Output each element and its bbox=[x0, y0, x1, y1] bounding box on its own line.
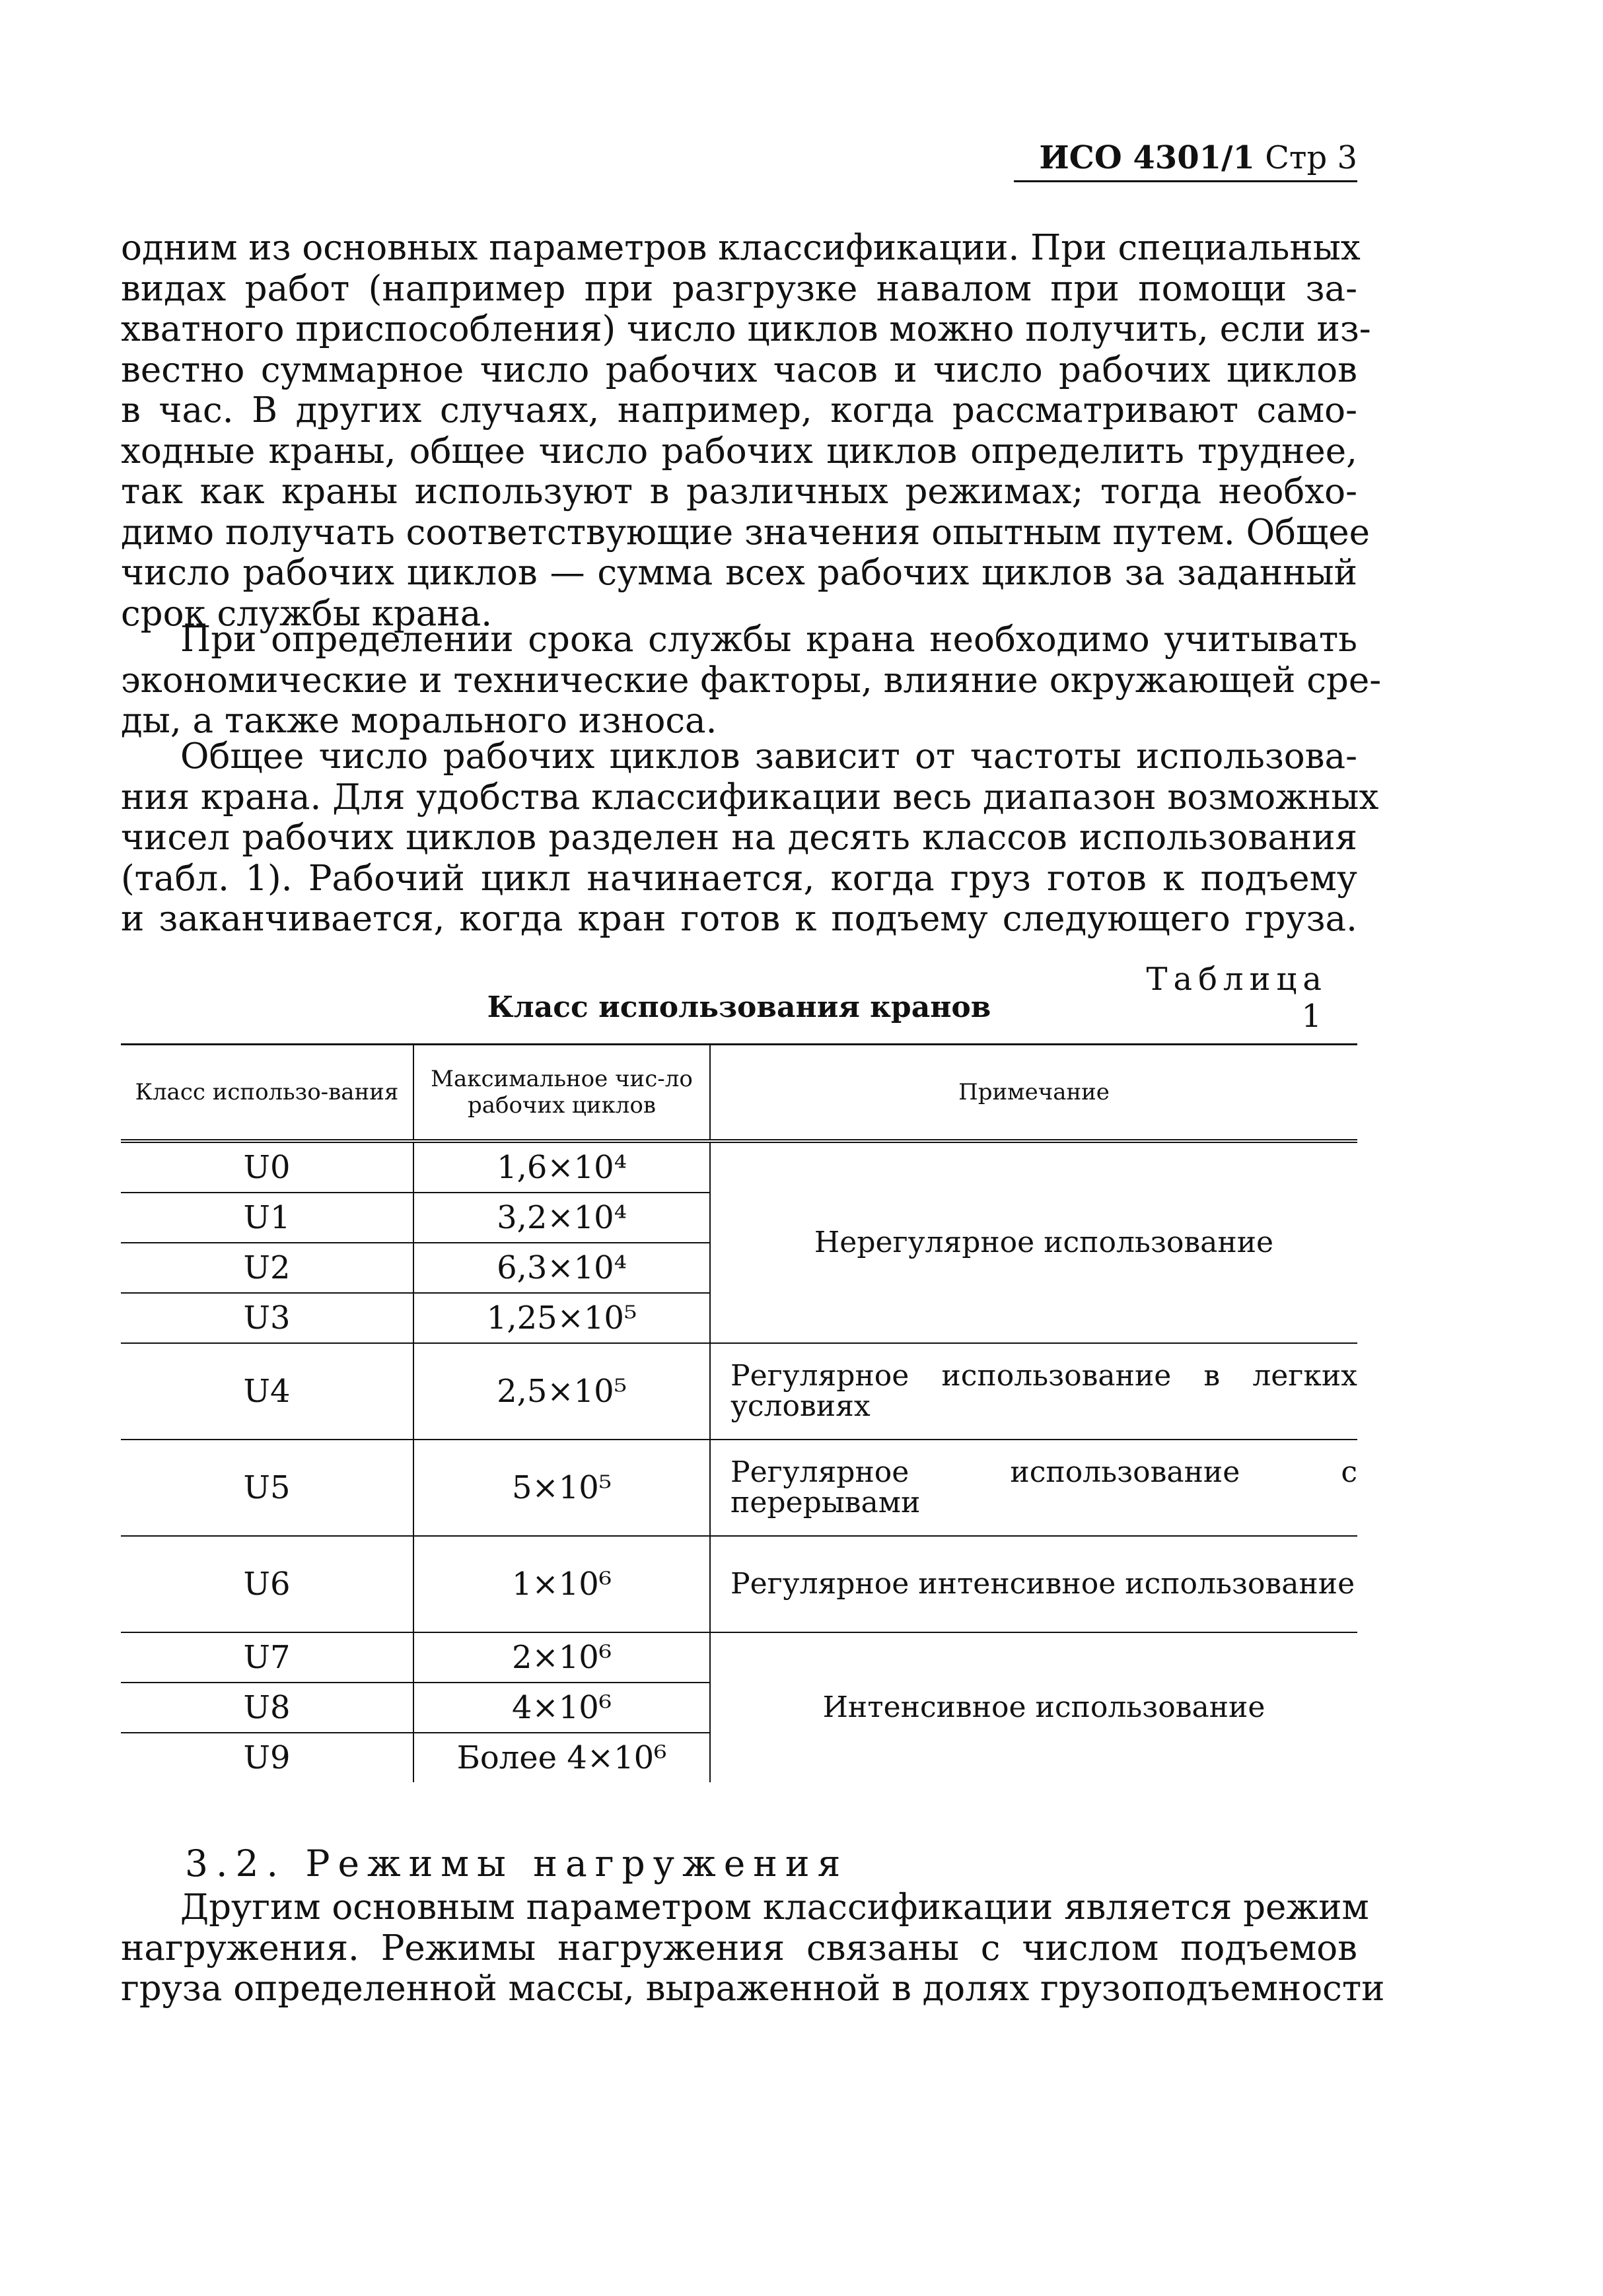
max-cycles-cell: 1,25×10⁵ bbox=[413, 1293, 710, 1343]
usage-class-table bbox=[121, 1043, 1357, 1782]
table-row bbox=[121, 1440, 1357, 1536]
text-line: ды, а также морального износа. bbox=[121, 701, 717, 741]
paragraph-4 bbox=[121, 1887, 1385, 2009]
text-line: в час. В других случаях, например, когда рассматривают само- bbox=[121, 390, 1357, 431]
note-cell: Интенсивное использование bbox=[822, 1690, 1265, 1724]
header-max-cycles: Максимальное чис-ло рабочих циклов bbox=[413, 1045, 710, 1142]
table-header-row bbox=[121, 1045, 1357, 1142]
page-number: Стр 3 bbox=[1265, 139, 1357, 176]
note-cell: Регулярное использование с перерывами bbox=[710, 1440, 1357, 1536]
max-cycles-cell: 4×10⁶ bbox=[413, 1683, 710, 1733]
text-line: Другим основным параметром классификации является режим bbox=[180, 1887, 1369, 1928]
section-heading bbox=[185, 1842, 848, 1885]
max-cycles-cell: 1×10⁶ bbox=[413, 1536, 710, 1632]
max-cycles-cell: 5×10⁵ bbox=[413, 1440, 710, 1536]
text-line: ходные краны, общее число рабочих циклов определить труднее, bbox=[121, 431, 1357, 471]
table-row bbox=[121, 1343, 1357, 1440]
class-cell: U6 bbox=[121, 1536, 413, 1632]
note-cell: Нерегулярное использование bbox=[710, 1141, 1357, 1343]
table-row bbox=[121, 1536, 1357, 1632]
text-line: экономические и технические факторы, влияние окружающей сре- bbox=[121, 660, 1382, 701]
text-line: так как краны используют в различных режимах; тогда необхо- bbox=[121, 471, 1357, 512]
text-line: чисел рабочих циклов разделен на десять классов использования bbox=[121, 818, 1357, 858]
paragraph-3 bbox=[121, 736, 1379, 940]
max-cycles-cell: 1,6×10⁴ bbox=[413, 1141, 710, 1193]
class-cell: U2 bbox=[121, 1243, 413, 1293]
text-line: хватного приспособления) число циклов можно получить, если из- bbox=[121, 309, 1371, 349]
header-note: Примечание bbox=[710, 1045, 1357, 1142]
table-row bbox=[121, 1141, 1357, 1193]
table-title: Класс использования кранов bbox=[487, 991, 991, 1024]
text-line: груза определенной массы, выраженной в долях грузоподъемности bbox=[121, 1968, 1385, 2009]
text-line: димо получать соответствующие значения опытным путем. Общее bbox=[121, 512, 1370, 553]
class-cell: U3 bbox=[121, 1293, 413, 1343]
text-line: одним из основных параметров классификации. При специальных bbox=[121, 228, 1361, 268]
max-cycles-cell: 2×10⁶ bbox=[413, 1632, 710, 1683]
table-row bbox=[121, 1632, 1357, 1683]
class-cell: U8 bbox=[121, 1683, 413, 1733]
max-cycles-cell: 6,3×10⁴ bbox=[413, 1243, 710, 1293]
table-label: Таблица 1 bbox=[1146, 961, 1328, 1035]
class-cell: U5 bbox=[121, 1440, 413, 1536]
text-line: (табл. 1). Рабочий цикл начинается, когда груз готов к подъему bbox=[121, 858, 1357, 899]
note-cell: Регулярное использование в легких условиях bbox=[710, 1343, 1357, 1440]
text-line: При определении срока службы крана необходимо учитывать bbox=[180, 619, 1357, 660]
max-cycles-cell: 2,5×10⁵ bbox=[413, 1343, 710, 1440]
text-line: ния крана. Для удобства классификации весь диапазон возможных bbox=[121, 777, 1379, 818]
text-line: Общее число рабочих циклов зависит от частоты использова- bbox=[180, 736, 1357, 777]
section-title: Режимы нагружения bbox=[305, 1842, 849, 1885]
header-class: Класс использо-вания bbox=[121, 1045, 413, 1142]
standard-code: ИСО 4301/1 bbox=[1039, 139, 1255, 176]
paragraph-2 bbox=[121, 619, 1382, 742]
class-cell: U0 bbox=[121, 1141, 413, 1193]
class-cell: U9 bbox=[121, 1733, 413, 1782]
class-cell: U1 bbox=[121, 1193, 413, 1243]
text-line: вестно суммарное число рабочих часов и число рабочих циклов bbox=[121, 349, 1357, 390]
text-line: и заканчивается, когда кран готов к подъему следующего груза. bbox=[121, 899, 1357, 939]
max-cycles-cell: 3,2×10⁴ bbox=[413, 1193, 710, 1243]
page-header bbox=[1014, 135, 1357, 182]
note-cell: Регулярное интенсивное использование bbox=[710, 1536, 1357, 1632]
class-cell: U4 bbox=[121, 1343, 413, 1440]
text-line: видах работ (например при разгрузке навалом при помощи за- bbox=[121, 268, 1357, 309]
class-cell: U7 bbox=[121, 1632, 413, 1683]
text-line: число рабочих циклов — сумма всех рабочих циклов за заданный bbox=[121, 553, 1357, 593]
text-line: срок службы крана. bbox=[121, 593, 493, 634]
paragraph-1 bbox=[121, 228, 1371, 634]
text-line: нагружения. Режимы нагружения связаны с числом подъемов bbox=[121, 1928, 1357, 1968]
section-number: 3.2. bbox=[185, 1842, 286, 1885]
max-cycles-cell: Более 4×10⁶ bbox=[413, 1733, 710, 1782]
